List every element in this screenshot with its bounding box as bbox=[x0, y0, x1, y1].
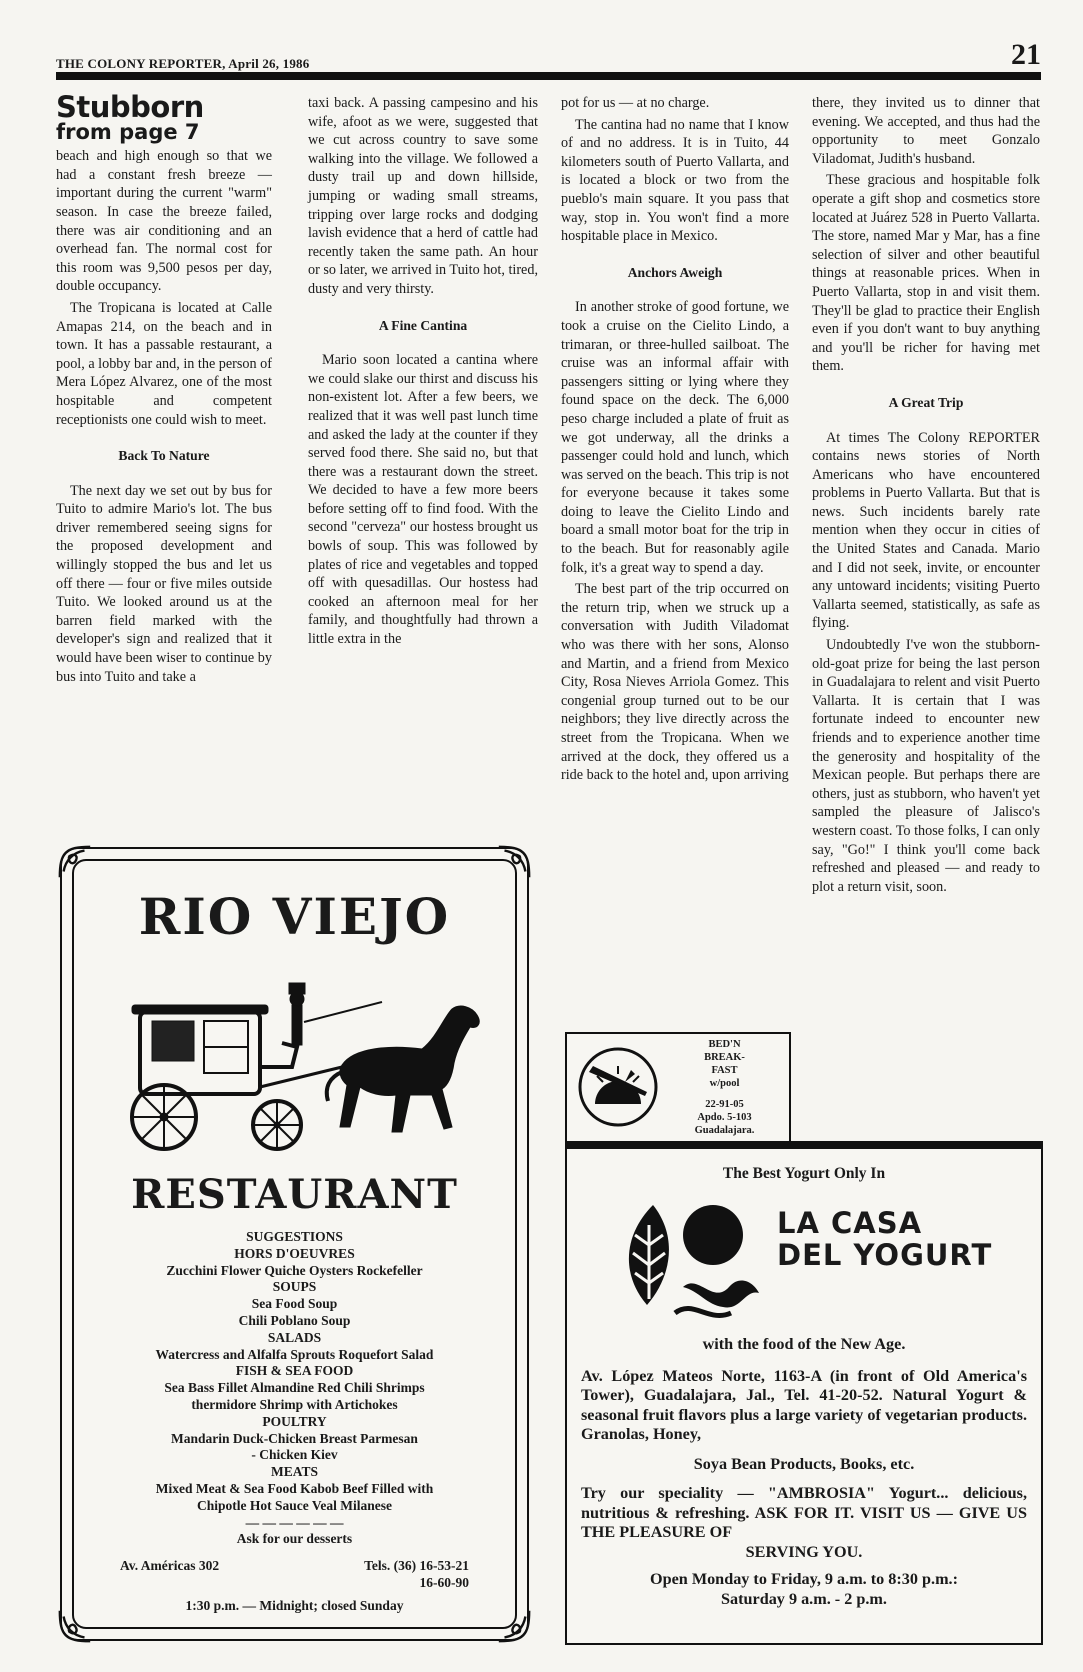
leaf-logo-icon bbox=[613, 1195, 763, 1325]
page-number: 21 bbox=[1011, 38, 1041, 71]
restaurant-hours: 1:30 p.m. — Midnight; closed Sunday bbox=[185, 1597, 404, 1613]
article-column-1 bbox=[56, 90, 272, 689]
ad-top-rule bbox=[565, 1141, 1043, 1148]
paragraph: taxi back. A passing campesino and his wife, afoot as we were, suggested that we cut across country to save some walking into the village. We followed a dusty trail up and down hillside, jumping or wading small streams, tripping over large rocks and dodging lavish evidence that a herd of cattle had recently taken the same path. An hour or so later, we arrived in Tuito hot, tired, dusty and very thirsty. bbox=[308, 95, 538, 297]
paragraph: The best part of the trip occurred on the return trip, when we struck up a conversation with Judith Viladomat who was there with her sons, Alonso and Martin, and a friend from Mexico City, Rosa Nieves Arriola Gomez. This congenial group turned out to be our neighbors; they live directly across the street from the Tropicana. When we arrived at the dock, they offered us a ride back to the hotel and, upon arriving bbox=[561, 581, 789, 784]
menu-line: MEATS bbox=[270, 1464, 318, 1480]
phone-line: 16-60-90 bbox=[419, 1574, 469, 1590]
menu-line: Sea Bass Fillet Almandine Red Chili Shrimps bbox=[164, 1380, 425, 1396]
menu-line: Watercress and Alfalfa Sprouts Roquefort Salad bbox=[155, 1346, 434, 1362]
menu-line: FISH & SEA FOOD bbox=[235, 1363, 354, 1379]
header-rule bbox=[56, 72, 1041, 80]
restaurant-address: Av. Américas 302 bbox=[120, 1558, 220, 1574]
phone-line: Tels. (36) 16-53-21 bbox=[364, 1558, 469, 1574]
menu-line: Sea Food Soup bbox=[251, 1296, 338, 1312]
bnb-line: w/pool bbox=[709, 1078, 740, 1089]
menu-line: — — — — — — bbox=[245, 1514, 344, 1530]
menu-line: Mandarin Duck-Chicken Breast Parmesan bbox=[171, 1430, 418, 1446]
subheading: Back To Nature bbox=[118, 448, 210, 464]
paragraph: Undoubtedly I've won the stubborn-old-goat prize for being the last person in Guadalajara to relent and visit Puerto Vallarta. It is certain that I was fortunate indeed to encounter new friends and to experience another time the generosity and hospitality of the Mexican people. But perhaps there are others, just as stubborn, who haven't yet sampled the pleasure of Jalisco's western coast. To those folks, I can only say, "Go!" I think you'll come back refreshed and pleased — and ready to plot a return visit, soon. bbox=[812, 637, 1040, 895]
corner-ornament-icon bbox=[495, 843, 533, 881]
bnb-line: Apdo. 5-103 bbox=[697, 1112, 752, 1123]
bnb-line: FAST bbox=[711, 1065, 738, 1076]
paragraph: The cantina had no name that I know of and no address. It is in Tuito, 44 kilometers south of Puerto Vallarta, and is located a block or two from the pueblo's main square. It you pass that way, stop in. You won't find a more hospitable place in Mexico. bbox=[561, 116, 789, 245]
menu-line: HORS D'OEUVRES bbox=[234, 1245, 355, 1261]
yogurt-hours-weekday: Open Monday to Friday, 9 a.m. to 8:30 p.m.: bbox=[649, 1570, 958, 1588]
menu-line: SALADS bbox=[267, 1329, 322, 1345]
menu-line: Ask for our desserts bbox=[236, 1531, 353, 1547]
paragraph: The Tropicana is located at Calle Amapas 214, on the beach and in town. It has a passable restaurant, a pool, a lobby bar and, in the person of Mera López Alvarez, one of the most hospitable and competent receptionists one could wish to meet. bbox=[56, 299, 272, 428]
paragraph: pot for us — at no charge. bbox=[561, 95, 710, 111]
bed-breakfast-ad bbox=[565, 1032, 791, 1144]
subheading: Anchors Aweigh bbox=[627, 264, 723, 280]
paragraph: These gracious and hospitable folk operate a gift shop and cosmetics store located at Juárez 528 in Puerto Vallarta. The store, named Mar y Mar, has a fine selection of silver and other beautiful things at reasonable prices. When in Puerto Vallarta, stop in and visit them. They'll be glad to practice their English even if you don't want to buy anything and you'll be richer for having met them. bbox=[812, 172, 1040, 375]
corner-ornament-icon bbox=[56, 1607, 94, 1645]
restaurant-name: RIO VIEJO bbox=[138, 887, 451, 946]
brand-line: LA CASA bbox=[777, 1206, 923, 1240]
bnb-text bbox=[667, 1038, 782, 1137]
article-column-4 bbox=[812, 94, 1040, 899]
yogurt-speciality-text: Try our speciality — "AMBROSIA" Yogurt... delicious, nutritious & refreshing. ASK FOR IT. VISIT US — GIVE US THE PLEASURE OF bbox=[581, 1484, 1027, 1541]
menu-line: Zucchini Flower Quiche Oysters Rockefeller bbox=[166, 1262, 423, 1278]
bnb-line: BED'N bbox=[708, 1039, 741, 1050]
paragraph: In another stroke of good fortune, we took a cruise on the Cielito Lindo, a trimaran, or three-hulled sailboat. The cruise was an informal affair with passengers sitting or lying where they found space on the deck. The 6,000 peso charge included a plate of fruit as we got underway, all the drinks a passenger could hold and lunch, which was served on the beach. This trip is not for everyone because it takes some doing to leave the Cielito Lindo and board a small motor boat for the trip in to the beach. But for reasonably agile folk, it's a great way to spend a day. bbox=[561, 299, 789, 576]
menu-line: POULTRY bbox=[262, 1413, 327, 1429]
menu-line: SUGGESTIONS bbox=[246, 1229, 343, 1244]
yogurt-ad-headline: The Best Yogurt Only In bbox=[722, 1165, 886, 1182]
article-title: Stubborn bbox=[56, 90, 204, 124]
menu-line: thermidore Shrimp with Artichokes bbox=[191, 1396, 398, 1412]
yogurt-brand bbox=[777, 1207, 992, 1271]
continued-from: from page 7 bbox=[56, 119, 200, 144]
restaurant-phones bbox=[364, 1558, 469, 1592]
paragraph: Mario soon located a cantina where we could slake our thirst and discuss his non-existent lot. After a few beers, we realized that it was well past lunch time and asked the lady at the counter if they served food there. She said no, but that there was a restaurant down the street. We decided to have a few more beers before setting off to find food. With the second "cerveza" our hostess brought us bowls of soup. This was followed by plates of rice and vegetables and topped off with quesadillas. Our hostess had cooked an afternoon meal for her family, and thoughtfully had thrown a little extra in the bbox=[308, 352, 538, 648]
menu-line: Mixed Meat & Sea Food Kabob Beef Filled with bbox=[155, 1480, 434, 1496]
menu-line: Chili Poblano Soup bbox=[238, 1312, 351, 1328]
article-column-3 bbox=[561, 94, 789, 788]
restaurant-contact bbox=[92, 1558, 497, 1592]
brand-line: DEL YOGURT bbox=[777, 1238, 993, 1272]
subheading: A Great Trip bbox=[888, 394, 964, 410]
yogurt-tagline: with the food of the New Age. bbox=[702, 1335, 906, 1353]
paragraph: The next day we set out by bus for Tuito to admire Mario's lot. The bus driver remembered seeing signs for the proposed development and willingly stopped the bus and let us off there — four or five miles outside Tuito. We looked around us at the barren field marked with the developer's sign and realized that it would have been wiser to continue by bus into Tuito and take a bbox=[56, 482, 272, 685]
menu-line: SOUPS bbox=[272, 1279, 317, 1295]
corner-ornament-icon bbox=[495, 1607, 533, 1645]
restaurant-label: RESTAURANT bbox=[131, 1171, 458, 1218]
bnb-line: 22-91-05 bbox=[705, 1099, 744, 1110]
menu-line: - Chicken Kiev bbox=[251, 1447, 338, 1463]
bnb-line: BREAK- bbox=[704, 1052, 745, 1063]
yogurt-hours-saturday: Saturday 9 a.m. - 2 p.m. bbox=[721, 1589, 887, 1608]
yogurt-ad bbox=[565, 1147, 1043, 1645]
menu-line: Chipotle Hot Sauce Veal Milanese bbox=[197, 1497, 392, 1513]
yogurt-address-text: Av. López Mateos Norte, 1163-A (in front of Old America's Tower), Guadalajara, Jal., Tel. 41-20-52. Natural Yogurt & seasonal fruit flavors plus a large variety of vegetarian products. Granolas, Honey, bbox=[581, 1366, 1027, 1443]
corner-ornament-icon bbox=[56, 843, 94, 881]
paragraph: beach and high enough so that we had a constant fresh breeze — important during the current "warm" season. In case the breeze failed, there was air conditioning and an overhead fan. The normal cost for this room was 9,500 pesos per day, double occupancy. bbox=[56, 148, 272, 295]
bnb-line: Guadalajara. bbox=[694, 1125, 755, 1136]
yogurt-serving-line: SERVING YOU. bbox=[745, 1542, 863, 1561]
yogurt-ad-body bbox=[581, 1335, 1027, 1609]
rio-viejo-ad bbox=[60, 847, 529, 1641]
paragraph: there, they invited us to dinner that evening. We accepted, and thus had the opportunity to meet Gonzalo Viladomat, Judith's husband. bbox=[812, 95, 1040, 167]
sunset-bird-logo-icon bbox=[575, 1044, 661, 1130]
menu bbox=[92, 1229, 497, 1615]
paragraph: At times The Colony REPORTER contains news stories of North Americans who have encountered problems in Puerto Vallarta. But that is news. Such incidents barely rate mention when they occur in cities of the United States and Canada. Mario and I did not seek, invite, or encounter any untoward incidents; visiting Puerto Vallarta seemed, statistically, as safe as flying. bbox=[812, 429, 1040, 632]
yogurt-products-line: Soya Bean Products, Books, etc. bbox=[693, 1454, 915, 1473]
article-column-2 bbox=[308, 94, 538, 652]
newspaper-header: THE COLONY REPORTER, April 26, 1986 bbox=[56, 56, 310, 71]
subheading: A Fine Cantina bbox=[378, 317, 468, 333]
horse-carriage-illustration bbox=[92, 977, 497, 1162]
